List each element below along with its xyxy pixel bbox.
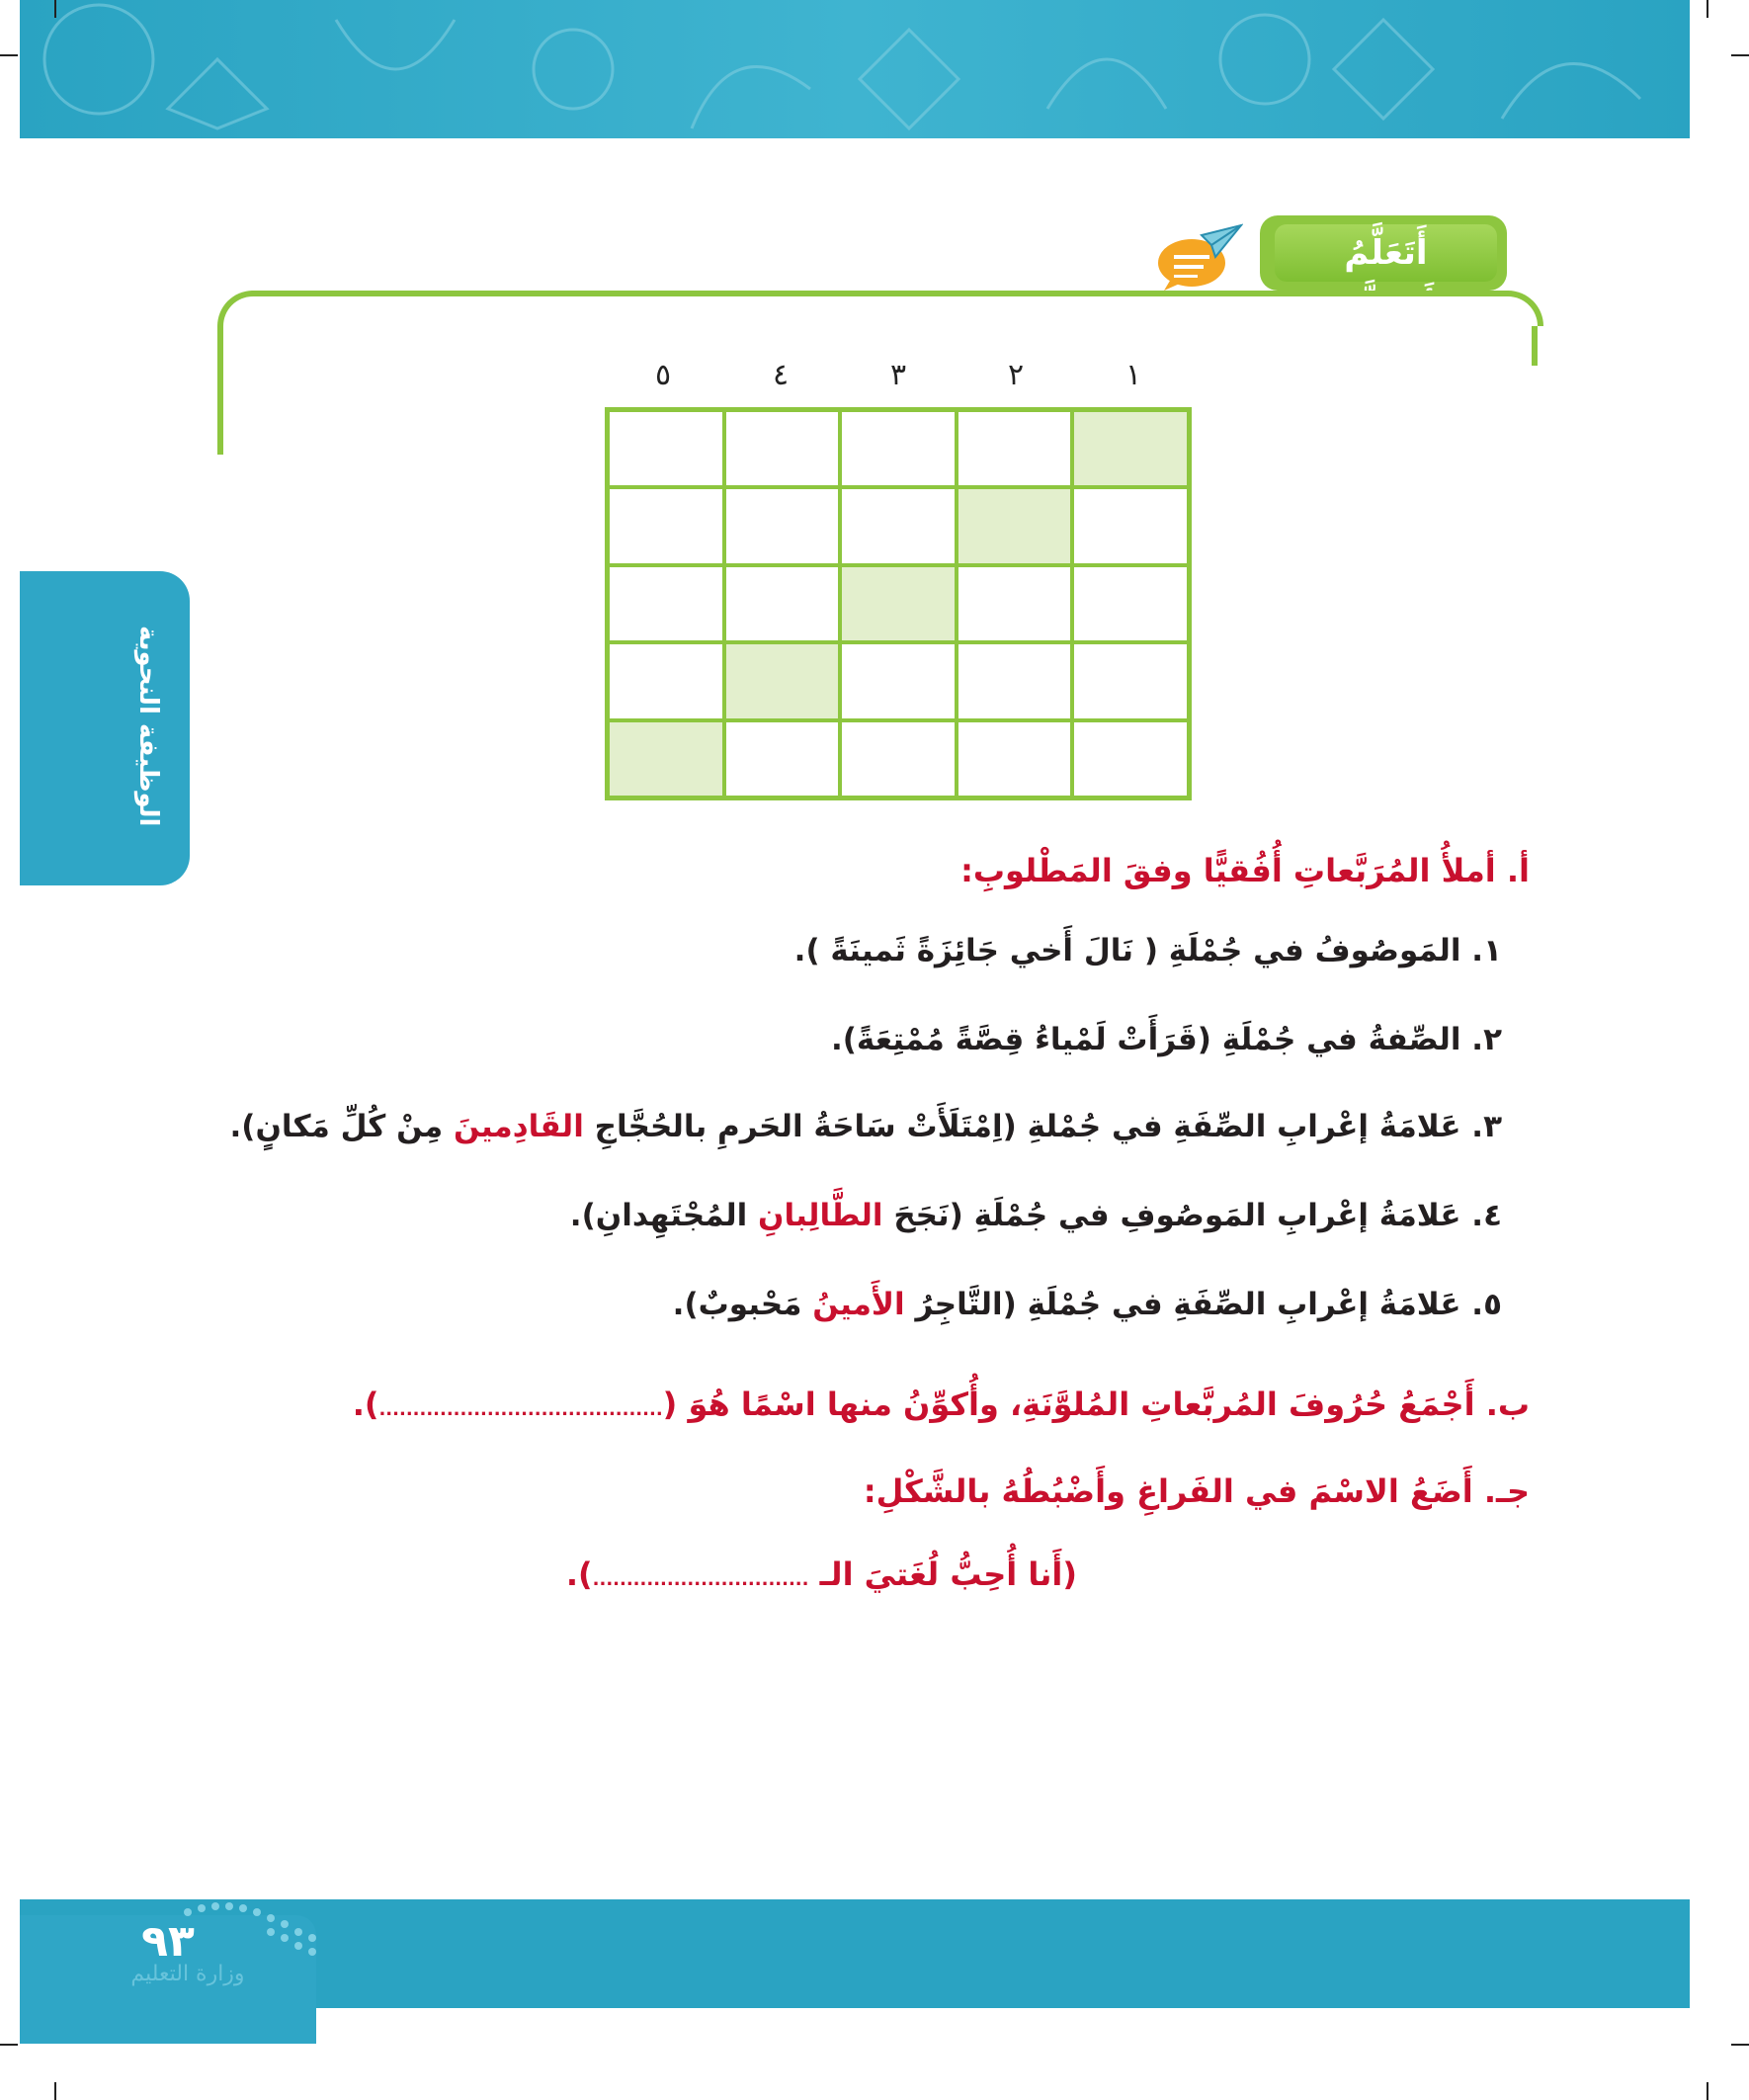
exercise-c-sentence [566,1555,1077,1593]
exercise-c-text: (أَنا أُحِبُّ لُغَتيَ الـ [808,1555,1077,1593]
exercise-a-item-3 [230,1109,1502,1144]
column-number-4: ٤ [772,358,790,392]
grid-cell-r2-c3[interactable] [840,487,957,564]
page-number: ٩٣ [141,1916,195,1967]
grid-cell-r1-c4[interactable] [724,410,841,487]
grid-cell-r5-c4[interactable] [724,720,841,798]
grid-cell-r3-c2[interactable] [957,565,1073,642]
grid-cell-r4-c5[interactable] [608,642,724,719]
section-header-title: أَتَعَلَّمُ وَأَتَسَلَّى: [1275,224,1497,282]
column-number-3: ٣ [889,358,907,392]
grid-cell-r2-c4[interactable] [724,487,841,564]
item-text-end: مَحْبوبٌ). [672,1287,813,1322]
grid-cell-r5-c3[interactable] [840,720,957,798]
item-number: ٤. [1471,1198,1502,1233]
crop-mark [54,0,56,18]
content-frame [217,291,1543,326]
side-tab-label: الوظيفة النحوية [133,626,163,827]
column-number-1: ١ [1124,358,1142,392]
crop-mark [54,2082,56,2100]
exercise-a-item-5 [673,1287,1502,1322]
grid-column-numbers [605,358,1192,397]
exercise-a-item-1 [794,933,1502,968]
exercise-b-end: ). [352,1386,379,1423]
grid-cell-r3-c4[interactable] [724,565,841,642]
item-number: ١. [1471,933,1502,968]
item-highlight: القَادِمينَ [453,1109,584,1144]
grid-cell-r2-c1[interactable] [1072,487,1189,564]
item-text: عَلامَةُ إعْرابِ الصِّفَةِ في جُمْلَةِ (التَّاجِرُ [904,1287,1461,1322]
exercise-a-item-4 [570,1198,1502,1233]
content-frame-left [217,326,223,455]
crop-mark [1731,2044,1749,2046]
content-frame-right [1532,326,1538,366]
grid-cell-r1-c3[interactable] [840,410,957,487]
grid-cell-r1-c5[interactable] [608,410,724,487]
exercise-b-text: ب. أَجْمَعُ حُرُوفَ المُربَّعاتِ المُلوَّنَةِ، وأُكوِّنُ منها اسْمًا هُوَ ( [662,1386,1530,1423]
exercise-c-blank[interactable]: ................................ [592,1569,809,1590]
item-text-end: مِنْ كُلِّ مَكانٍ). [229,1109,454,1144]
grid-cell-r3-c1[interactable] [1072,565,1189,642]
grid-cell-r5-c1[interactable] [1072,720,1189,798]
item-text: المَوصُوفُ في جُمْلَةِ ( نَالَ أَخي جَائِزَةً ثَمينَةً ). [793,933,1461,968]
crop-mark [0,54,18,56]
crossword-grid [605,407,1192,800]
grid-cell-r4-c1[interactable] [1072,642,1189,719]
grid-cell-r1-c2[interactable] [957,410,1073,487]
item-text: عَلامَةُ إعْرابِ المَوصُوفِ في جُمْلَةِ (نَجَحَ [882,1198,1461,1233]
grid-cell-r5-c2[interactable] [957,720,1073,798]
chat-bubble-plane-icon [1154,223,1243,293]
grid-cell-r2-c5[interactable] [608,487,724,564]
grid-cell-r3-c3[interactable] [840,565,957,642]
grid-cell-r1-c1[interactable] [1072,410,1189,487]
crop-mark [0,2044,18,2046]
grid-cell-r4-c3[interactable] [840,642,957,719]
column-number-2: ٢ [1007,358,1025,392]
grid-cell-r4-c2[interactable] [957,642,1073,719]
top-banner [20,0,1690,138]
grid-cell-r4-c4[interactable] [724,642,841,719]
exercise-a-item-2 [831,1022,1502,1057]
item-text: عَلامَةُ إعْرابِ الصِّفَةِ في جُمْلةِ (اِمْتَلَأَتْ سَاحَةُ الحَرمِ بالحُجَّاجِ [583,1109,1461,1144]
item-highlight: الطَّالِبانِ [758,1198,883,1233]
item-number: ٥. [1471,1287,1502,1322]
ministry-logo-text: وزارة التعليم [130,1962,245,1986]
exercise-c-title: جـ. أَضَعُ الاسْمَ في الفَراغِ وأَضْبُطُهُ بالشَّكْلِ: [863,1472,1530,1510]
item-text: الصِّفةُ في جُمْلَةِ (قَرَأَتْ لَمْياءُ قِصَّةً مُمْتِعَةً). [830,1022,1461,1057]
item-number: ٢. [1471,1022,1502,1057]
item-highlight: الأَمينُ [812,1287,905,1322]
crop-mark [1731,54,1749,56]
grid-cell-r2-c2[interactable] [957,487,1073,564]
crop-mark [1707,0,1708,18]
item-text-end: المُجْتَهِدانِ). [569,1198,759,1233]
calligraphy-pattern [20,0,1690,138]
exercise-a-title: أ. أملأُ المُرَبَّعاتِ أُفُقيًّا وفقَ المَطْلوبِ: [960,852,1530,889]
grid-cell-r5-c5[interactable] [608,720,724,798]
grid-cell-r3-c5[interactable] [608,565,724,642]
item-number: ٣. [1471,1109,1502,1144]
crop-mark [1707,2082,1708,2100]
exercise-b [353,1386,1530,1423]
column-number-5: ٥ [654,358,672,392]
exercise-c-end: ). [565,1555,593,1593]
exercise-b-blank[interactable]: .......................................... [378,1399,663,1420]
